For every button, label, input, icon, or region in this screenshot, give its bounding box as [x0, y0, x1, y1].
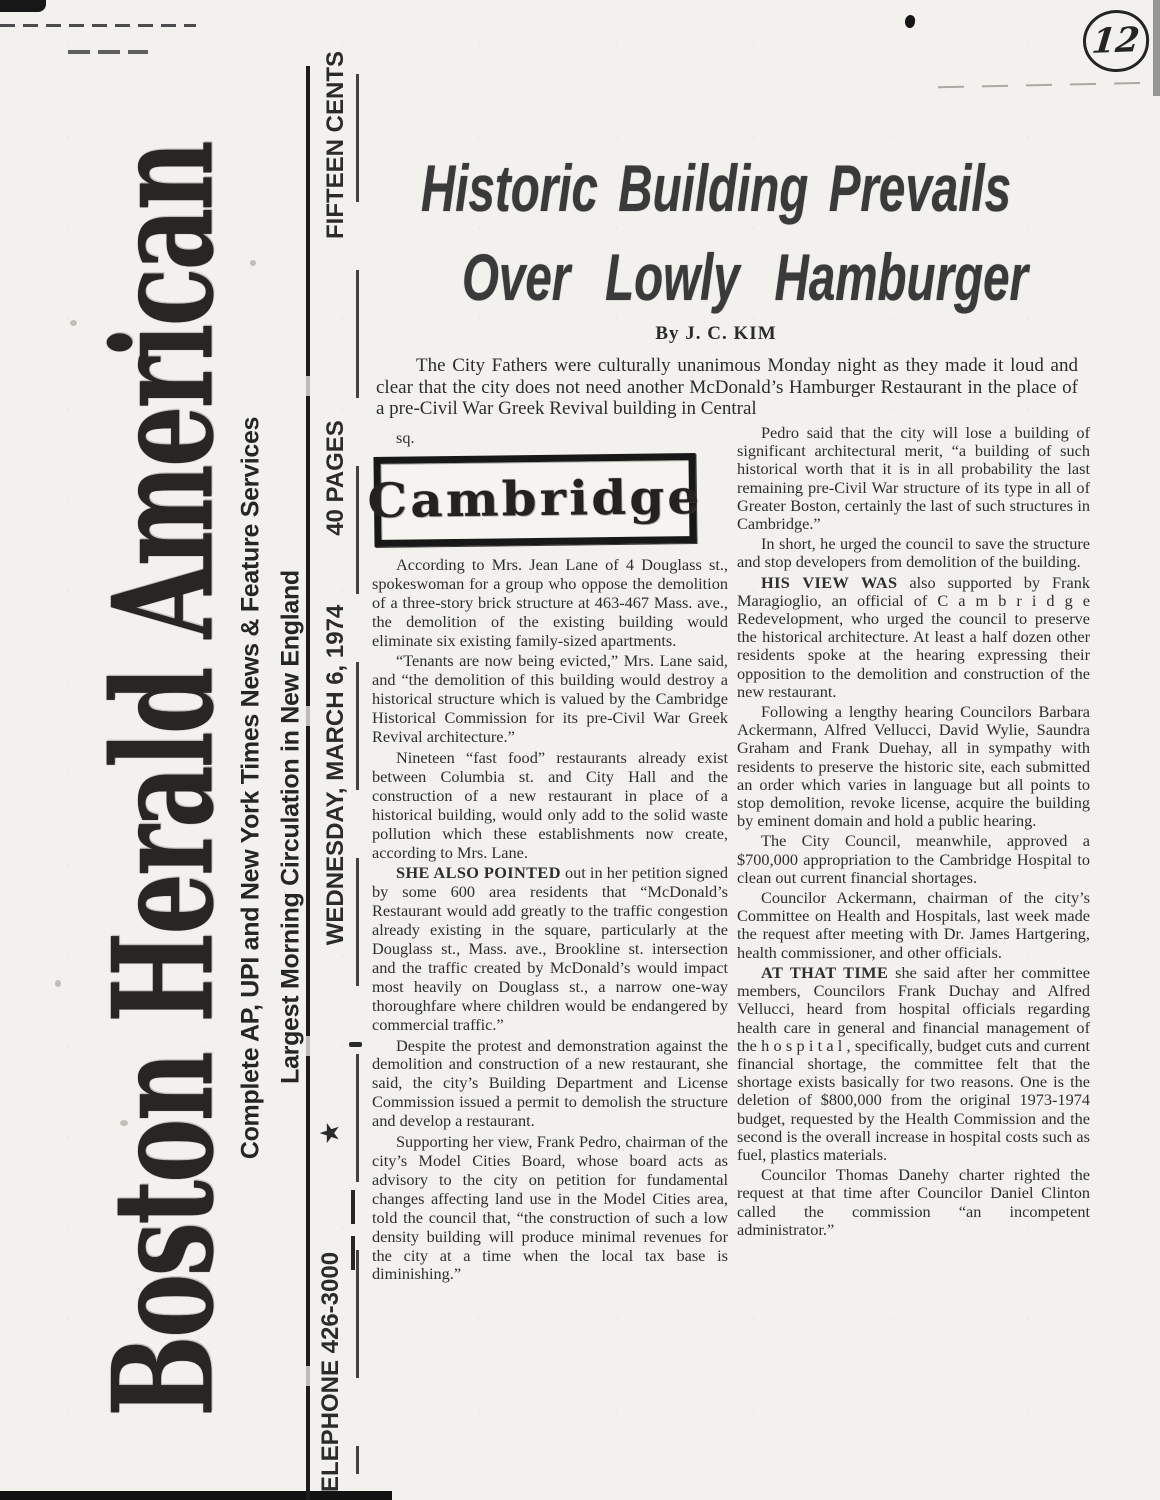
- scan-edge-strip: [1153, 0, 1160, 96]
- headline-line-1: Historic Building Prevails: [420, 151, 1012, 225]
- masthead-page-count: 40 PAGES: [322, 420, 349, 536]
- lead-paragraph: [376, 355, 1078, 420]
- article-paragraph: Pedro said that the city will lose a building of significant architectural merit, “a building of such historical worth that it is in all probability the last remaining pre-Civil War structure of its type in all of Greater Boston, certainly the last of such structures in Cambridge.”: [737, 423, 1090, 534]
- masthead-title: Boston Herald American: [81, 143, 245, 1417]
- masthead-date: WEDNESDAY, MARCH 6, 1974: [322, 604, 349, 946]
- paper-speck: [55, 980, 61, 987]
- cambridge-stamp-label: Cambridge: [367, 469, 703, 529]
- handwritten-page-number: 12: [1090, 20, 1142, 62]
- scan-dashed-line-top: [0, 24, 196, 27]
- paragraph-bold-lead-in: HIS VIEW WAS: [761, 572, 898, 592]
- paragraph-bold-lead-in: AT THAT TIME: [761, 962, 889, 982]
- scan-dashed-line-right: [938, 82, 1150, 88]
- masthead-services-line: Complete AP, UPI and New York Times News & Feature Services: [236, 416, 265, 1160]
- article-paragraph: Despite the protest and demonstration against the demolition and construction of a new restaurant, she said, the city’s Building Department and License Commission issued a permit to demolish the structure and develop a restaurant.: [372, 1035, 728, 1131]
- right-column-paragraphs: [737, 424, 1090, 1239]
- strip-rule-right: [356, 74, 359, 1474]
- article-paragraph: Councilor Thomas Danehy charter righted the request at that time after Councilor Daniel Clinton called the commission “an incompetent administrator.”: [737, 1165, 1090, 1239]
- paper-speck: [70, 320, 77, 326]
- paragraph-bold-lead-in: SHE ALSO POINTED: [396, 863, 561, 883]
- masthead-price: FIFTEEN CENTS: [322, 50, 349, 240]
- article-column-left: [367, 428, 728, 1286]
- article-paragraph: According to Mrs. Jean Lane of 4 Douglass st., spokeswoman for a group who oppose the demolition of a three-story brick structure at 463-467 Mass. ave., the demolition of the existing building would eliminate six existing family-sized apartments.: [372, 554, 728, 650]
- byline: By J. C. KIM: [655, 323, 777, 344]
- article-paragraph: “Tenants are now being evicted,” Mrs. Lane said, and “the demolition of this building would destroy a historical structure which is valued by the Cambridge Historical Commission for its pre-Civil War Greek Revival architecture.”: [372, 651, 728, 747]
- article-paragraph: Supporting her view, Frank Pedro, chairman of the city’s Model Cities Board, whose board acts as advisory to the city on petition for fundamental changes affecting land use in the Model Cities area, told the council that, “the construction of such a low density building will produce minimal revenues for the city at a time when the local tax base is diminishing.”: [372, 1132, 728, 1284]
- lead-text: The City Fathers were culturally unanimous Monday night as they made it loud and clear that the city does not need another McDonald’s Hamburger Restaurant in the place of a pre-Civil War Greek Revival building in Central: [376, 355, 1078, 420]
- scan-corner-mark: [0, 0, 46, 12]
- masthead-circulation-line: Largest Morning Circulation in New England: [276, 570, 305, 1084]
- lead-continuation: sq.: [396, 428, 415, 447]
- masthead-telephone: ELEPHONE 426-3000: [317, 1251, 344, 1493]
- scan-bottom-edge: [0, 1491, 392, 1500]
- ink-dot: [904, 14, 916, 29]
- strip-rule-fragment: [351, 1190, 355, 1270]
- article-paragraph: AT THAT TIME she said after her committee members, Councilors Frank Duchay and Alfred Vellucci, heard from hospital officials regarding health care in general and financial management of the h o s p i t a l , specifically, budget cuts and current financial shortage, the committee felt that the shortage exists basically for two reasons. One is the deletion of $800,000 from the original 1973-1974 budget, requested by the Health Commission and the second is the overall increase in hospital costs such as fuel, plastics materials.: [737, 962, 1090, 1164]
- paper-speck: [250, 260, 256, 266]
- article-paragraph: In short, he urged the council to save the structure and stop developers from demolition of the building.: [737, 534, 1090, 572]
- article-column-right: [737, 424, 1090, 1241]
- scan-dashed-line-short: [68, 50, 148, 54]
- handwritten-page-number-circle: [1081, 8, 1151, 74]
- headline-line-2: Over Lowly Hamburger: [461, 240, 1029, 314]
- article-paragraph: Following a lengthy hearing Councilors Barbara Ackermann, Alfred Vellucci, David Wylie, Saundra Graham and Frank Duehay, all in sympathy with residents to preserve the historic site, each submitted an order which varies in language but all points to stop demolition, revoke license, acquire the building by eminent domain and hold a public hearing.: [737, 702, 1090, 831]
- article-paragraph: Nineteen “fast food” restaurants already exist between Columbia st. and City Hall and the construction of a new restaurant in place of a historical building, would only add to the solid waste pollution which these establishments now create, according to Mrs. Lane.: [372, 747, 728, 862]
- star-icon: ★: [316, 1122, 343, 1144]
- margin-dash-mark: [349, 1042, 362, 1047]
- article-paragraph: The City Council, meanwhile, approved a $700,000 appropriation to the Cambridge Hospital to clean out current financial shortages.: [737, 831, 1090, 887]
- left-column-paragraphs: [372, 556, 728, 1284]
- strip-rule-left: [306, 66, 310, 1500]
- cambridge-section-stamp: [367, 453, 703, 547]
- article-paragraph: HIS VIEW WAS also supported by Frank Maragioglio, an official of C a m b r i d g e Redevelopment, who urged the council to preserve the historical architecture. At least a half dozen other residents spoke at the hearing expressing their opposition to the demolition and construction of the new restaurant.: [737, 572, 1091, 701]
- article-paragraph: Councilor Ackermann, chairman of the city’s Committee on Health and Hospitals, last week made the request after meeting with Dr. James Hartgering, health commissioner, and other officials.: [737, 888, 1090, 962]
- article-paragraph: SHE ALSO POINTED out in her petition signed by some 600 area residents that “McDonald’s Restaurant would add greatly to the traffic congestion already existing in the square, particularly at the Douglass st., Mass. ave., Brookline st. intersection and the traffic created by McDonald’s would impact most heavily on Douglass st., a narrow one-way thoroughfare where children would be endangered by commercial traffic.”: [372, 863, 728, 1034]
